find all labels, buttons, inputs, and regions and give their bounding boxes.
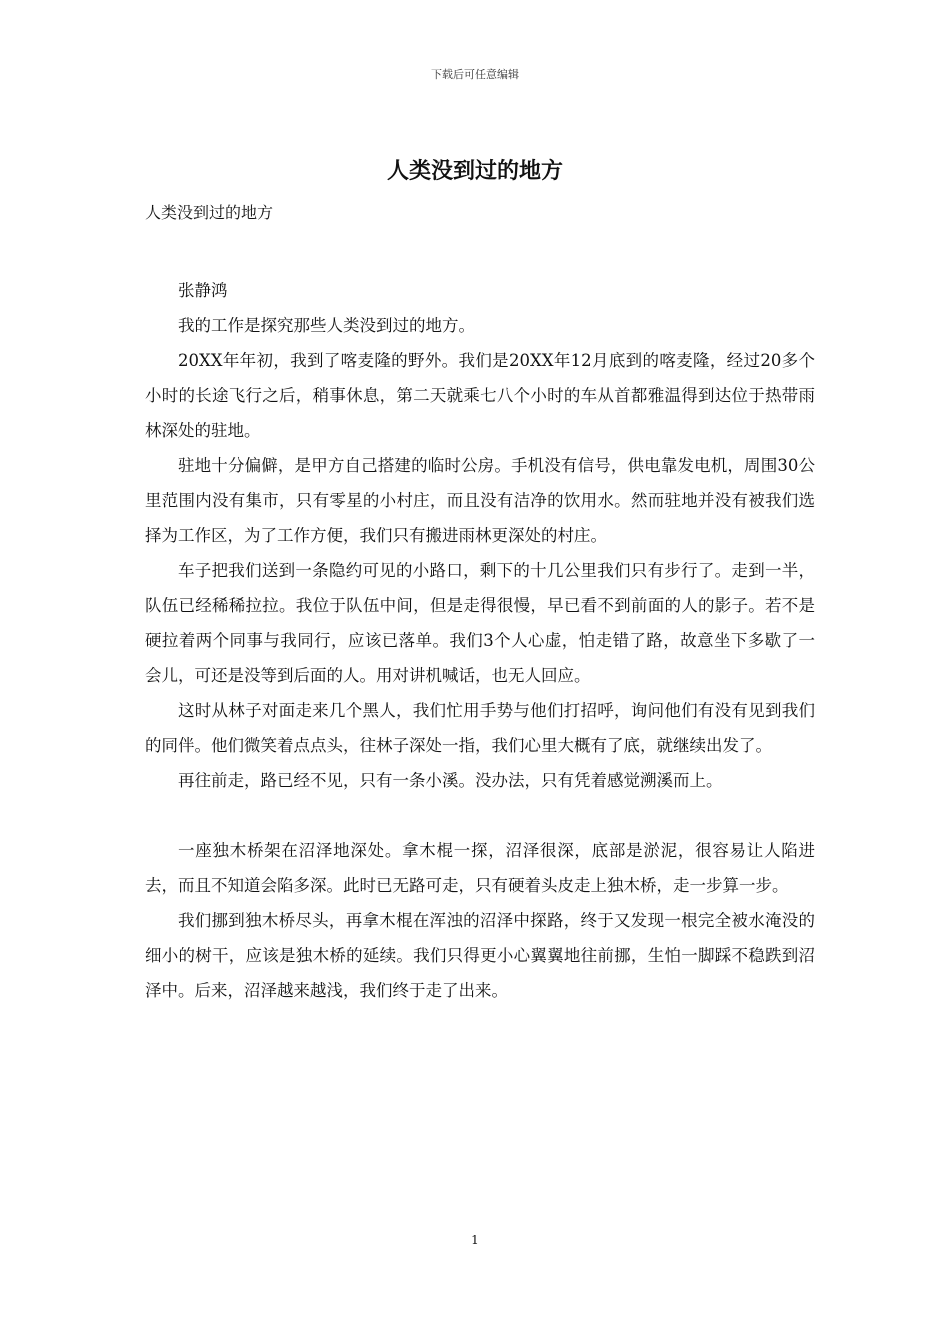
paragraph: 我们挪到独木桥尽头，再拿木棍在浑浊的沼泽中探路，终于又发现一根完全被水淹没的细小的树干，应该是独木桥的延续。我们只得更小心翼翼地往前挪，生怕一脚踩不稳跌到沼泽中。后来，沼泽越来越浅，我们终于走了出来。 — [145, 911, 815, 1000]
paragraph: 20XX年年初，我到了喀麦隆的野外。我们是20XX年12月底到的喀麦隆，经过20多个小时的长途飞行之后，稍事休息，第二天就乘七八个小时的车从首都雅温得到达位于热带雨林深处的驻地。 — [145, 351, 815, 440]
paragraph: 车子把我们送到一条隐约可见的小路口，剩下的十几公里我们只有步行了。走到一半，队伍已经稀稀拉拉。我位于队伍中间，但是走得很慢，早已看不到前面的人的影子。若不是硬拉着两个同事与我同行，应该已落单。我们3个人心虚，怕走错了路，故意坐下多歇了一会儿，可还是没等到后面的人。用对讲机喊话，也无人回应。 — [145, 561, 815, 685]
paragraph: 这时从林子对面走来几个黑人，我们忙用手势与他们打招呼，询问他们有没有见到我们的同伴。他们微笑着点点头，往林子深处一指，我们心里大概有了底，就继续出发了。 — [145, 701, 815, 755]
article-body — [145, 273, 815, 1008]
author-line: 张静鸿 — [178, 281, 228, 300]
paragraph: 我的工作是探究那些人类没到过的地方。 — [178, 316, 475, 335]
paragraph: 再往前走，路已经不见，只有一条小溪。没办法，只有凭着感觉溯溪而上。 — [178, 771, 723, 790]
paragraph: 一座独木桥架在沼泽地深处。拿木棍一探，沼泽很深，底部是淤泥，很容易让人陷进去，而且不知道会陷多深。此时已无路可走，只有硬着头皮走上独木桥，走一步算一步。 — [145, 841, 815, 895]
paragraph: 驻地十分偏僻，是甲方自己搭建的临时公房。手机没有信号，供电靠发电机，周围30公里范围内没有集市，只有零星的小村庄，而且没有洁净的饮用水。然而驻地并没有被我们选择为工作区，为了工作方便，我们只有搬进雨林更深处的村庄。 — [145, 456, 815, 545]
document-title: 人类没到过的地方 — [386, 158, 563, 184]
page-number: 1 — [471, 1233, 479, 1247]
header-note: 下载后可任意编辑 — [431, 68, 519, 81]
document-subtitle: 人类没到过的地方 — [145, 203, 274, 222]
